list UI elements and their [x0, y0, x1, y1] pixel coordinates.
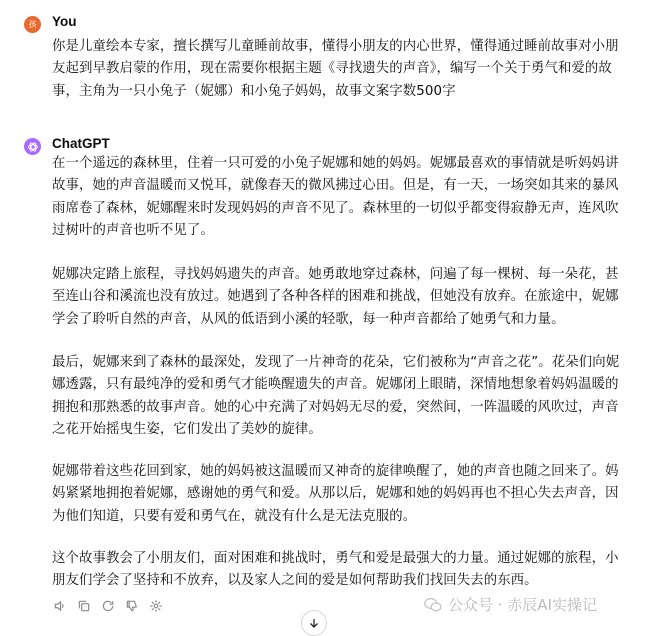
user-message-text: 你是儿童绘本专家，擅长撰写儿童睡前故事，懂得小朋友的内心世界，懂得通过睡前故事对小朋友起到早教启蒙的作用，现在需要你根据主题《寻找遗失的声音》，编写一个关于勇气和爱的故事，主角为一只小兔子（妮娜）和小兔子妈妈，故事文案字数500字	[52, 39, 619, 99]
story-paragraph: 妮娜决定踏上旅程，寻找妈妈遗失的声音。她勇敢地穿过森林，问遍了每一棵树、每一朵花，甚至连山谷和溪流也没有放过。她遇到了各种各样的困难和挑战，但她没有放弃。在旅途中，妮娜学会了聆听自然的声音，从风的低语到小溪的轻歌，每一种声音都给了她勇气和力量。	[52, 267, 619, 327]
wechat-icon	[424, 597, 442, 613]
user-avatar	[24, 16, 41, 33]
arrow-down-icon	[308, 617, 320, 629]
chatgpt-logo-icon	[24, 138, 41, 155]
assistant-sender-name: ChatGPT	[52, 136, 110, 151]
user-sender-name: You	[52, 14, 77, 29]
watermark	[424, 594, 597, 615]
copy-icon[interactable]	[76, 598, 92, 614]
scroll-down-button[interactable]	[301, 610, 327, 636]
story-paragraph: 妮娜带着这些花回到家，她的妈妈被这温暖而又神奇的旋律唤醒了，她的声音也随之回来了。妈妈紧紧地拥抱着妮娜，感谢她的勇气和爱。从那以后，妮娜和她的妈妈再也不担心失去声音，因为他们知道，只要有爱和勇气在，就没有什么是无法克服的。	[52, 464, 619, 524]
settings-icon[interactable]	[148, 598, 164, 614]
regenerate-icon[interactable]	[100, 598, 116, 614]
story-paragraph: 最后，妮娜来到了森林的最深处，发现了一片神奇的花朵，它们被称为“声音之花”。花朵们向妮娜透露，只有最纯净的爱和勇气才能唤醒遗失的声音。妮娜闭上眼睛，深情地想象着妈妈温暖的拥抱和那熟悉的故事声音。她的心中充满了对妈妈无尽的爱，突然间，一阵温暖的风吹过，声音之花开始摇曳生姿，它们发出了美妙的旋律。	[52, 355, 620, 437]
story-paragraph: 这个故事教会了小朋友们，面对困难和挑战时，勇气和爱是最强大的力量。通过妮娜的旅程，小朋友们学会了坚持和不放弃，以及家人之间的爱是如何帮助我们找回失去的东西。	[52, 551, 619, 589]
thumbs-down-icon[interactable]	[124, 598, 140, 614]
watermark-text: 公众号 · 赤辰AI实操记	[448, 596, 597, 614]
speaker-icon[interactable]	[52, 598, 68, 614]
message-actions	[52, 598, 164, 614]
story-paragraph: 在一个遥远的森林里，住着一只可爱的小兔子妮娜和她的妈妈。妮娜最喜欢的事情就是听妈妈讲故事，她的声音温暖而又悦耳，就像春天的微风拂过心田。但是，有一天，一场突如其来的暴风雨席卷了森林，妮娜醒来时发现妈妈的声音不见了。森林里的一切似乎都变得寂静无声，连风吹过树叶的声音也听不见了。	[52, 156, 619, 238]
user-avatar-text: 孩	[28, 19, 37, 29]
